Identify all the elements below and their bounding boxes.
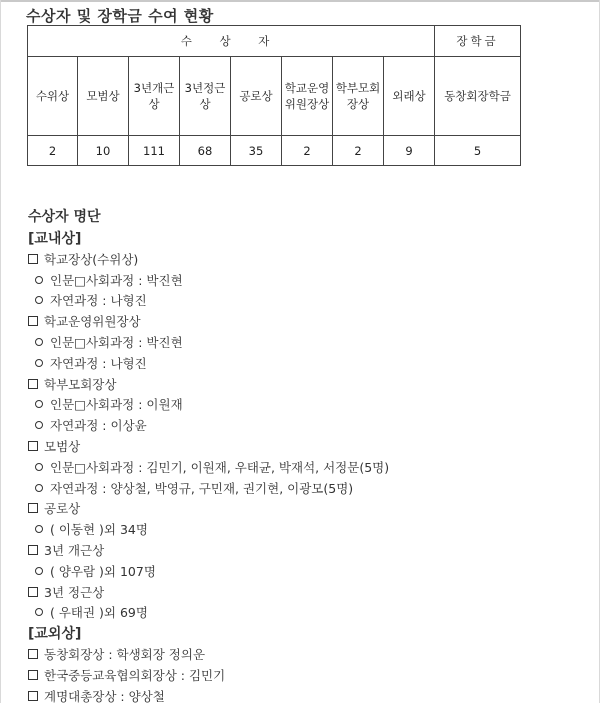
value-cell: 35	[231, 136, 282, 166]
header-cell: 학부모회장상	[333, 57, 384, 136]
circle-bullet-icon	[35, 567, 43, 575]
checkbox-square-icon	[28, 670, 38, 680]
awardee-list	[28, 229, 588, 707]
circle-bullet-icon	[35, 296, 43, 304]
award-subitem: 자연과정 : 나형진	[28, 291, 588, 312]
value-cell: 2	[282, 136, 333, 166]
award-subitem: ( 양우람 )외 107명	[28, 562, 588, 583]
left-border	[0, 0, 1, 703]
in-school-heading: [교내상]	[28, 231, 82, 247]
checkbox-square-icon	[28, 379, 38, 389]
circle-bullet-icon	[35, 608, 43, 616]
award-item: 3년 개근상	[28, 541, 588, 562]
value-cell: 2	[333, 136, 384, 166]
group-header-awardees: 수 상 자	[28, 26, 435, 57]
group-header-scholarship: 장학금	[435, 26, 521, 57]
award-subitem: 자연과정 : 양상철, 박영규, 구민재, 권기현, 이광모(5명)	[28, 479, 588, 500]
checkbox-square-icon	[28, 649, 38, 659]
award-item: 학교운영위원장상	[28, 312, 588, 333]
checkbox-square-icon	[28, 545, 38, 555]
value-cell: 68	[180, 136, 231, 166]
header-cell: 3년개근상	[129, 57, 180, 136]
award-subitem: 인문□사회과정 : 박진현	[28, 333, 588, 354]
checkbox-square-icon	[28, 587, 38, 597]
award-subitem: 자연과정 : 나형진	[28, 354, 588, 375]
checkbox-square-icon	[28, 254, 38, 264]
award-item: 동창회장상 : 학생회장 정의운	[28, 645, 588, 666]
award-item: 계명대총장상 : 양상철	[28, 687, 588, 707]
header-cell: 학교운영위원장상	[282, 57, 333, 136]
checkbox-square-icon	[28, 691, 38, 701]
award-item: 공로상	[28, 499, 588, 520]
value-cell: 111	[129, 136, 180, 166]
value-cell: 2	[28, 136, 78, 166]
header-cell: 모범상	[78, 57, 129, 136]
circle-bullet-icon	[35, 463, 43, 471]
award-subitem: ( 우태권 )외 69명	[28, 603, 588, 624]
circle-bullet-icon	[35, 400, 43, 408]
value-cell: 10	[78, 136, 129, 166]
header-cell: 수위상	[28, 57, 78, 136]
value-cell: 9	[384, 136, 435, 166]
award-item: 한국중등교육협의회장상 : 김민기	[28, 666, 588, 687]
circle-bullet-icon	[35, 484, 43, 492]
award-item: 3년 정근상	[28, 583, 588, 604]
top-border	[0, 0, 600, 2]
award-item: 모범상	[28, 437, 588, 458]
award-summary-table	[27, 25, 521, 166]
checkbox-square-icon	[28, 441, 38, 451]
award-item: 학부모회장상	[28, 375, 588, 396]
circle-bullet-icon	[35, 338, 43, 346]
header-cell: 외래상	[384, 57, 435, 136]
awardee-list-title: 수상자 명단	[28, 209, 101, 225]
award-item: 학교장상(수위상)	[28, 250, 588, 271]
circle-bullet-icon	[35, 525, 43, 533]
award-subitem: ( 이동현 )외 34명	[28, 520, 588, 541]
value-cell: 5	[435, 136, 521, 166]
award-subitem: 인문□사회과정 : 이원재	[28, 395, 588, 416]
award-subitem: 인문□사회과정 : 김민기, 이원재, 우태균, 박재석, 서정문(5명)	[28, 458, 588, 479]
checkbox-square-icon	[28, 316, 38, 326]
circle-bullet-icon	[35, 276, 43, 284]
checkbox-square-icon	[28, 503, 38, 513]
award-subitem: 인문□사회과정 : 박진현	[28, 271, 588, 292]
circle-bullet-icon	[35, 421, 43, 429]
header-cell: 3년정근상	[180, 57, 231, 136]
page-title: 수상자 및 장학금 수여 현황	[26, 7, 214, 25]
out-school-heading: [교외상]	[28, 626, 82, 643]
award-subitem: 자연과정 : 이상윤	[28, 416, 588, 437]
header-cell: 동창회장학금	[435, 57, 521, 136]
header-cell: 공로상	[231, 57, 282, 136]
circle-bullet-icon	[35, 359, 43, 367]
